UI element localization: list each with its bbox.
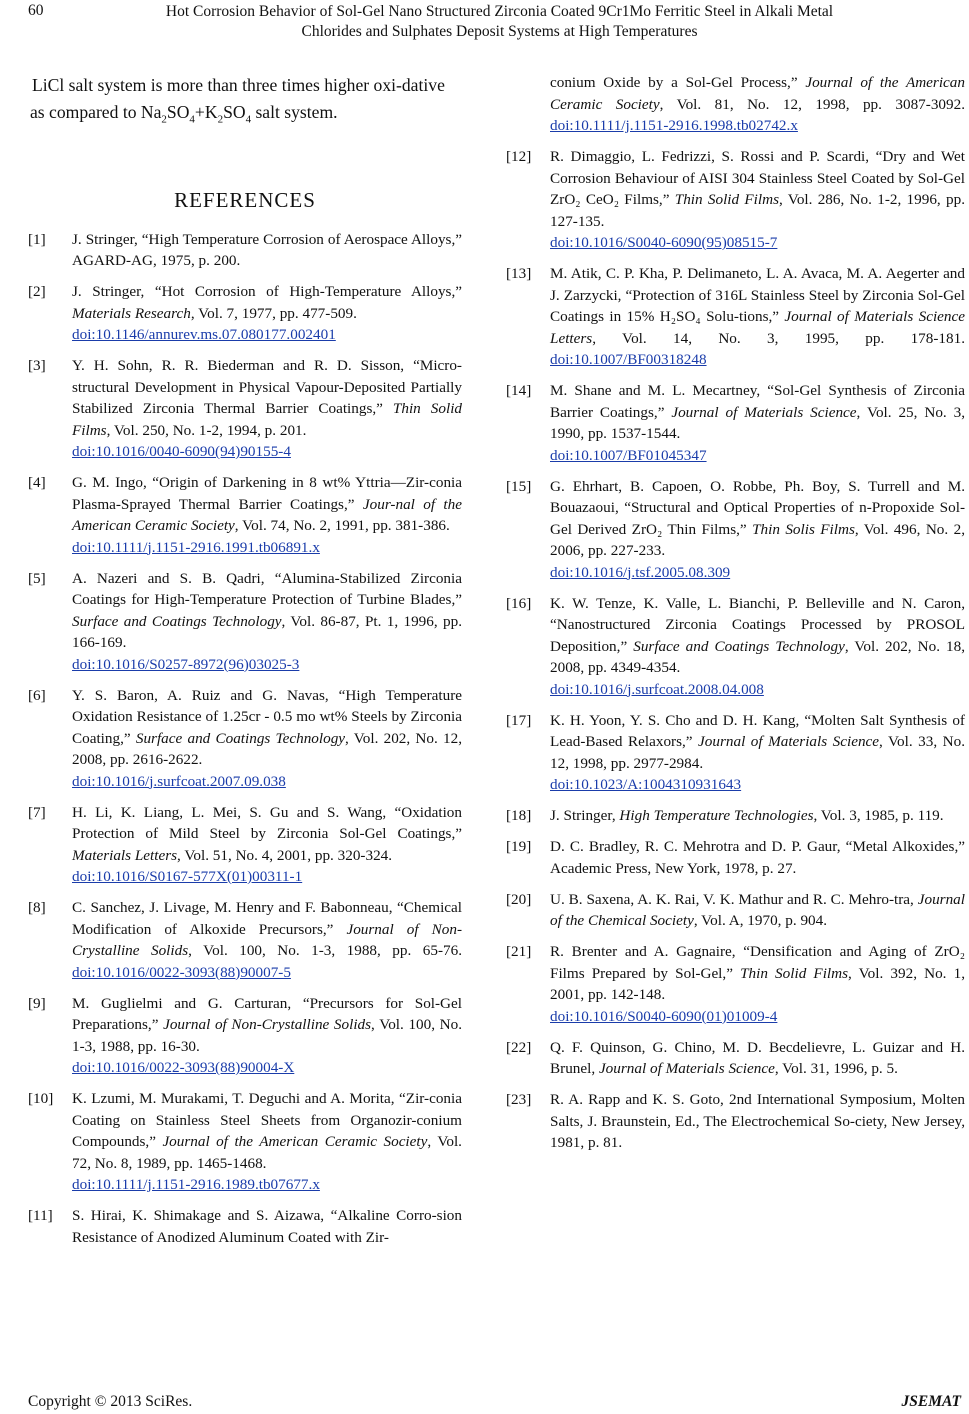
doi-link[interactable]: doi:10.1016/S0040-6090(95)08515-7 <box>550 234 778 251</box>
journal-title: Surface and Coatings Technology <box>135 729 346 747</box>
reference-item <box>506 476 965 584</box>
reference-item <box>506 941 965 1027</box>
reference-text: K. W. Tenze, K. Valle, L. Bianchi, P. Belleville and N. Caron, “Nanostructured Zirconia Coatings Processed by PROSOL Deposition,” Surface and Coatings Technology, Vol. 202, No. 18, 2008, pp. 4349-4354. doi:10.1016/j.surfcoat.2008.04.008 <box>550 593 965 701</box>
doi-link[interactable]: doi:10.1016/S0167-577X(01)00311-1 <box>72 868 303 886</box>
reference-number: [11] <box>28 1207 53 1225</box>
reference-item <box>28 1088 462 1196</box>
reference-item <box>28 897 462 983</box>
intro-paragraph: LiCl salt system is more than three times higher oxi-dative as compared to $Na_2SO_4+K_2SO_4$ salt system. <box>30 75 445 126</box>
reference-list-right <box>506 146 965 1154</box>
journal-title: Journal of Materials Science Letters <box>550 308 965 347</box>
journal-title: Thin Solid Films <box>740 964 849 982</box>
doi-link[interactable]: doi:10.1016/S0040-6090(01)01009-4 <box>550 1007 778 1025</box>
reference-text: G. M. Ingo, “Origin of Darkening in 8 wt% Yttria—Zir-conia Plasma-Sprayed Thermal Barrier Coatings,” Jour-nal of the American Ceramic Society, Vol. 74, No. 2, 1991, pp. 381-386. doi:10.1111/j.1151-2916.1991.tb06891.x <box>72 472 462 558</box>
journal-title: Journal of Non-Crystalline Solids <box>163 1016 372 1034</box>
reference-number: [21] <box>506 943 532 960</box>
reference-number: [14] <box>506 382 532 399</box>
reference-number: [17] <box>506 711 532 729</box>
reference-text: Y. S. Baron, A. Ruiz and G. Navas, “High Temperature Oxidation Resistance of 1.25cr - 0.5 mo wt% Steels by Zirconia Coating,” Surface and Coatings Technology, Vol. 202, No. 12, 2008, pp. 2616-2622. doi:10.1016/j.surfcoat.2007.09.038 <box>72 685 462 793</box>
reference-item <box>28 685 462 793</box>
reference-text: R. A. Rapp and K. S. Goto, 2nd International Symposium, Molten Salts, J. Braunstein, Ed., The Electrochemical So-ciety, New Jersey, 1981, p. 81. <box>550 1091 965 1151</box>
reference-text: M. Shane and M. L. Mecartney, “Sol-Gel Synthesis of Zirconia Barrier Coatings,” Journal of Materials Science, Vol. 25, No. 3, 1990, pp. 1537-1544. doi:10.1007/BF01045347 <box>550 380 965 466</box>
reference-item <box>506 593 965 701</box>
reference-text: M. Atik, C. P. Kha, P. Delimaneto, L. A. Avaca, M. A. Aegerter and J. Zarzycki, “Protection of 316L Stainless Steel by Zirconia Sol-Gel Coatings in 15% H₂SO₄ Solu-tions,” Journal of Materials Science Letters, Vol. 14, No. 3, 1995, pp. 178-181. doi:10.1007/BF00318248 <box>550 265 965 368</box>
reference-number: [22] <box>506 1038 532 1056</box>
reference-number: [9] <box>28 994 46 1012</box>
journal-title: Journal of the Chemical Society <box>550 890 965 929</box>
journal-title: Materials Letters <box>72 846 178 864</box>
reference-item <box>506 263 965 371</box>
reference-number: [8] <box>28 899 46 917</box>
reference-text: C. Sanchez, J. Livage, M. Henry and F. Babonneau, “Chemical Modification of Alkoxide Precursors,” Journal of Non-Crystalline Solids, Vol. 100, No. 1-3, 1988, pp. 65-76. doi:10.1016/0022-3093(88)90007-5 <box>72 899 462 981</box>
reference-text: S. Hirai, K. Shimakage and S. Aizawa, “Alkaline Corro-sion Resistance of Anodized Aluminum Coated with Zir- <box>72 1207 462 1246</box>
doi-link[interactable]: doi:10.1016/S0257-8972(96)03025-3 <box>72 655 300 673</box>
doi-link[interactable]: doi:10.1146/annurev.ms.07.080177.002401 <box>72 326 336 344</box>
reference-number: [12] <box>506 148 532 165</box>
doi-link[interactable]: doi:10.1016/j.surfcoat.2007.09.038 <box>72 772 286 790</box>
reference-item <box>506 380 965 466</box>
reference-number: [6] <box>28 686 46 704</box>
reference-item <box>28 568 462 676</box>
reference-text: U. B. Saxena, A. K. Rai, V. K. Mathur and R. C. Mehro-tra, Journal of the Chemical Society, Vol. A, 1970, p. 904. <box>550 890 965 929</box>
journal-title: Thin Solid Films <box>72 400 463 439</box>
reference-text: J. Stringer, “High Temperature Corrosion of Aerospace Alloys,” AGARD-AG, 1975, p. 200. <box>72 230 462 270</box>
reference-text: R. Brenter and A. Gagnaire, “Densification and Aging of ZrO₂ Films Prepared by Sol-Gel,” Thin Solid Films, Vol. 392, No. 1, 2001, pp. 142-148. doi:10.1016/S0040-6090(01)01009-4 <box>550 941 965 1027</box>
reference-text: K. Lzumi, M. Murakami, T. Deguchi and A. Morita, “Zir-conia Coating on Stainless Steel Sheets from Organozir-conium Compounds,” Journal of the American Ceramic Society, Vol. 72, No. 8, 1989, pp. 1465-1468. doi:10.1111/j.1151-2916.1989.tb07677.x <box>72 1088 462 1196</box>
doi-link[interactable]: doi:10.1016/j.tsf.2005.08.309 <box>550 563 731 581</box>
reference-item <box>506 710 965 796</box>
reference-text: H. Li, K. Liang, L. Mei, S. Gu and S. Wang, “Oxidation Protection of Mild Steel by Zirconia Sol-Gel Coatings,” Materials Letters, Vol. 51, No. 4, 2001, pp. 320-324. doi:10.1016/S0167-577X(01)00311-1 <box>72 802 462 888</box>
reference-number: [4] <box>28 474 46 492</box>
reference-number: [10] <box>28 1090 54 1108</box>
reference-text: Q. F. Quinson, G. Chino, M. D. Becdelievre, L. Guizar and H. Brunel, Journal of Materials Science, Vol. 31, 1996, p. 5. <box>550 1038 965 1077</box>
reference-item <box>28 802 462 888</box>
reference-item <box>28 355 462 463</box>
journal-title: Journal of Non-Crystalline Solids <box>72 920 462 960</box>
reference-text: Y. H. Sohn, R. R. Biederman and R. D. Sisson, “Micro-structural Development in Physical Vapour-Deposited Partially Stabilized Zirconia Thermal Barrier Coatings,” Thin Solid Films, Vol. 250, No. 1-2, 1994, p. 201. doi:10.1016/0040-6090(94)90155-4 <box>72 355 462 463</box>
reference-number: [1] <box>28 230 46 248</box>
doi-link[interactable]: doi:10.1023/A:1004310931643 <box>550 776 742 793</box>
reference-number: [13] <box>506 265 532 282</box>
page-header <box>0 2 969 42</box>
reference-text: M. Guglielmi and G. Carturan, “Precursors for Sol-Gel Preparations,” Journal of Non-Crystalline Solids, Vol. 100, No. 1-3, 1988, pp. 16-30. doi:10.1016/0022-3093(88)90004-X <box>72 993 462 1079</box>
reference-item <box>28 229 462 272</box>
right-column <box>506 72 965 1163</box>
reference-list-left <box>28 229 462 1249</box>
journal-title: Surface and Coatings Technology <box>72 612 282 630</box>
doi-link[interactable]: doi:10.1111/j.1151-2916.1998.tb02742.x <box>550 117 798 134</box>
reference-number: [2] <box>28 283 46 301</box>
doi-link[interactable]: doi:10.1016/j.surfcoat.2008.04.008 <box>550 680 764 698</box>
reference-number: [16] <box>506 594 532 612</box>
reference-text: J. Stringer, High Temperature Technologies, Vol. 3, 1985, p. 119. <box>550 807 944 824</box>
reference-item <box>506 1089 965 1154</box>
reference-number: [15] <box>506 477 532 495</box>
reference-item <box>28 472 462 558</box>
reference-number: [5] <box>28 569 46 587</box>
doi-link[interactable]: doi:10.1111/j.1151-2916.1989.tb07677.x <box>72 1176 320 1194</box>
reference-number: [7] <box>28 803 46 821</box>
references-heading: REFERENCES <box>174 187 316 212</box>
reference-item <box>506 146 965 254</box>
reference-text: D. C. Bradley, R. C. Mehrotra and D. P. Gaur, “Metal Alkoxides,” Academic Press, New York, 1978, p. 27. <box>550 838 965 877</box>
doi-link[interactable]: doi:10.1007/BF01045347 <box>550 446 707 464</box>
reference-text: K. H. Yoon, Y. S. Cho and D. H. Kang, “Molten Salt Synthesis of Lead-Based Relaxors,” Journal of Materials Science, Vol. 33, No. 12, 1998, pp. 2977-2984. doi:10.1023/A:1004310931643 <box>550 710 965 796</box>
doi-link[interactable]: doi:10.1111/j.1151-2916.1991.tb06891.x <box>72 538 320 556</box>
reference-item <box>506 836 965 879</box>
journal-abbrev: JSEMAT <box>901 1393 961 1410</box>
journal-title: Thin Solid Films <box>674 191 779 208</box>
journal-title: Surface and Coatings Technology <box>633 637 845 655</box>
page-number: 60 <box>28 2 44 19</box>
copyright-notice: Copyright © 2013 SciRes. <box>28 1393 193 1410</box>
left-column <box>28 72 462 1258</box>
reference-11-continued: conium Oxide by a Sol-Gel Process,” Journal of the American Ceramic Society, Vol. 81, No. 12, 1998, pp. 3087-3092. doi:10.1111/j.1151-2916.1998.tb02742.x <box>550 74 965 134</box>
reference-number: [18] <box>506 807 532 824</box>
doi-link[interactable]: doi:10.1016/0022-3093(88)90007-5 <box>72 963 291 981</box>
running-title-line1: Hot Corrosion Behavior of Sol-Gel Nano Structured Zirconia Coated 9Cr1Mo Ferritic Steel in Alkali Metal <box>165 3 834 20</box>
reference-item <box>28 281 462 346</box>
reference-text: R. Dimaggio, L. Fedrizzi, S. Rossi and P. Scardi, “Dry and Wet Corrosion Behaviour of AISI 304 Stainless Steel Coated by Sol-Gel ZrO₂ CeO₂ Films,” Thin Solid Films, Vol. 286, No. 1-2, 1996, pp. 127-135. doi:10.1016/S0040-6090(95)08515-7 <box>550 146 965 254</box>
reference-number: [23] <box>506 1091 532 1108</box>
journal-title: Journal of Materials Science <box>671 403 857 421</box>
journal-title: Journal of Materials Science <box>698 733 880 750</box>
journal-title: High Temperature Technologies <box>619 807 814 824</box>
journal-title: Materials Research <box>72 304 191 322</box>
reference-text: J. Stringer, “Hot Corrosion of High-Temperature Alloys,” Materials Research, Vol. 7, 1977, pp. 477-509. doi:10.1146/annurev.ms.07.080177.002401 <box>72 281 462 346</box>
running-title-line2: Chlorides and Sulphates Deposit Systems at High Temperatures <box>301 23 698 40</box>
reference-item <box>28 993 462 1079</box>
doi-link[interactable]: doi:10.1016/0040-6090(94)90155-4 <box>72 443 291 461</box>
reference-item <box>506 889 965 932</box>
journal-title: Thin Solis Films <box>752 520 855 538</box>
reference-number: [3] <box>28 357 46 375</box>
journal-title: Journal of the American Ceramic Society <box>162 1133 428 1151</box>
reference-number: [19] <box>506 838 532 855</box>
doi-link[interactable]: doi:10.1007/BF00318248 <box>550 351 707 368</box>
reference-text: G. Ehrhart, B. Capoen, O. Robbe, Ph. Boy, S. Turrell and M. Bouazaoui, “Structural and Optical Properties of n-Propoxide Sol-Gel Derived ZrO₂ Thin Films,” Thin Solis Films, Vol. 496, No. 2, 2006, pp. 227-233. doi:10.1016/j.tsf.2005.08.309 <box>550 476 965 584</box>
reference-item <box>28 1205 462 1248</box>
journal-title: Journal of Materials Science <box>598 1060 775 1077</box>
reference-text: A. Nazeri and S. B. Qadri, “Alumina-Stabilized Zirconia Coatings for High-Temperature Protection of Turbine Blades,” Surface and Coatings Technology, Vol. 86-87, Pt. 1, 1996, pp. 166-169. doi:10.1016/S0257-8972(96)03025-3 <box>72 568 462 676</box>
reference-number: [20] <box>506 890 532 908</box>
reference-item <box>506 1037 965 1080</box>
doi-link[interactable]: doi:10.1016/0022-3093(88)90004-X <box>72 1059 295 1077</box>
reference-item <box>506 805 965 827</box>
journal-title: Jour-nal of the American Ceramic Society <box>72 495 462 535</box>
